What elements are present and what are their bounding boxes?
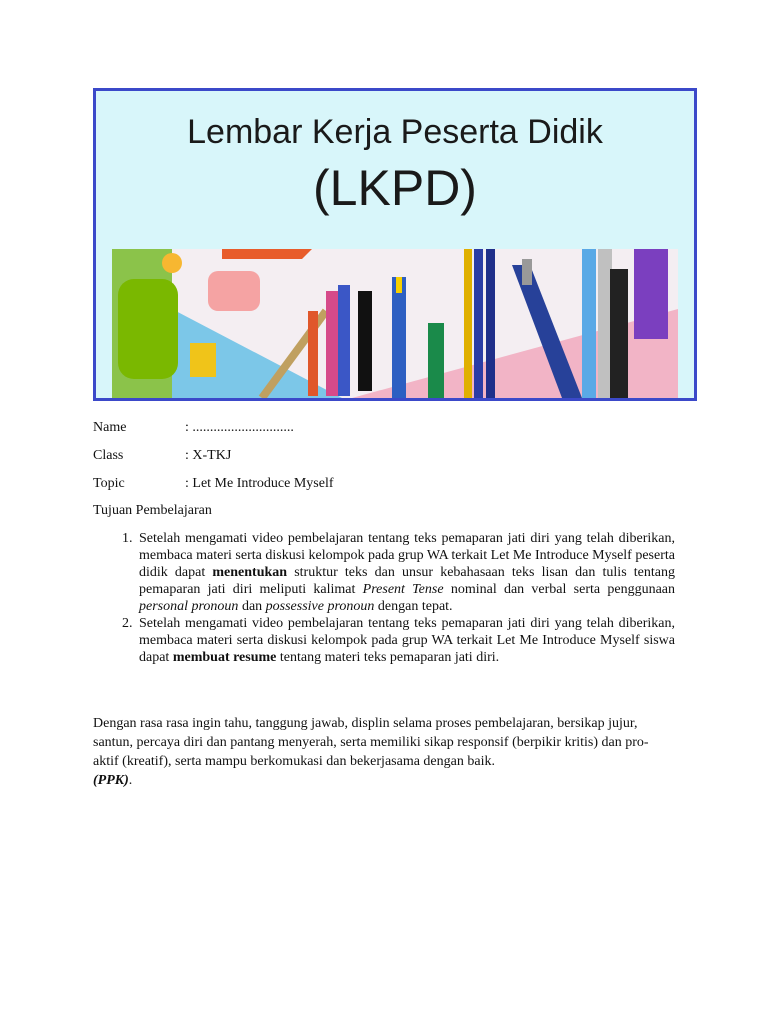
goal-text: tentang materi teks pemaparan jati diri. <box>276 650 500 665</box>
list-item-number: 1. <box>122 531 133 546</box>
banner-title: Lembar Kerja Peserta Didik <box>187 113 603 151</box>
list-item <box>93 615 675 666</box>
name-label: Name <box>93 420 127 435</box>
goal-text: Setelah mengamati video pembelajaran tentang teks pemaparan jati diri yang telah diberikan, membaca materi serta diskusi kelompok pada grup WA terkait Let Me Introduce Myself siswa dapat <box>139 616 675 665</box>
school-supplies-photo <box>112 249 678 398</box>
goal-text: dengan tepat. <box>374 599 453 614</box>
goal-term: Present Tense <box>362 582 444 597</box>
closing-paragraph <box>93 714 663 790</box>
goal-keyword: membuat resume <box>172 650 277 665</box>
lkpd-banner <box>93 88 697 401</box>
goal-keyword: menentukan <box>212 565 288 580</box>
name-value: : ............................. <box>185 420 294 435</box>
learning-objectives-list <box>93 530 675 666</box>
class-label: Class <box>93 448 124 463</box>
topic-value: : Let Me Introduce Myself <box>185 476 334 491</box>
closing-text: Dengan rasa rasa ingin tahu, tanggung jawab, displin selama proses pembelajaran, bersikap jujur, santun, percaya diri dan pantang menyerah, serta memiliki sikap responsif (berpikir kritis) dan pro-aktif (kreatif), serta mampu berkomukasi dan bekerjasama dengan baik. <box>93 716 649 769</box>
closing-period: . <box>128 773 133 788</box>
class-field <box>93 448 231 464</box>
list-item-number: 2. <box>122 616 133 631</box>
list-item <box>93 530 675 615</box>
class-value: : X-TKJ <box>185 448 232 463</box>
topic-label: Topic <box>93 476 125 491</box>
topic-field <box>93 476 334 492</box>
learning-objectives-heading: Tujuan Pembelajaran <box>93 503 212 518</box>
banner-subtitle: (LKPD) <box>313 160 477 216</box>
goal-text: dan <box>238 599 266 614</box>
ppk-label: (PPK) <box>93 773 129 788</box>
goal-text: nominal dan verbal serta penggunaan <box>443 582 675 597</box>
goal-text: struktur teks dan unsur kebahasaan teks lisan dan tulis tentang pemaparan jati diri meliputi kalimat <box>139 565 675 597</box>
goal-term: personal pronoun <box>139 599 239 614</box>
goal-term: possessive pronoun <box>265 599 375 614</box>
goal-text: Setelah mengamati video pembelajaran tentang teks pemaparan jati diri yang telah diberikan, membaca materi serta diskusi kelompok pada grup WA terkait Let Me Introduce Myself peserta didik dapat <box>139 531 675 580</box>
name-field <box>93 420 294 436</box>
